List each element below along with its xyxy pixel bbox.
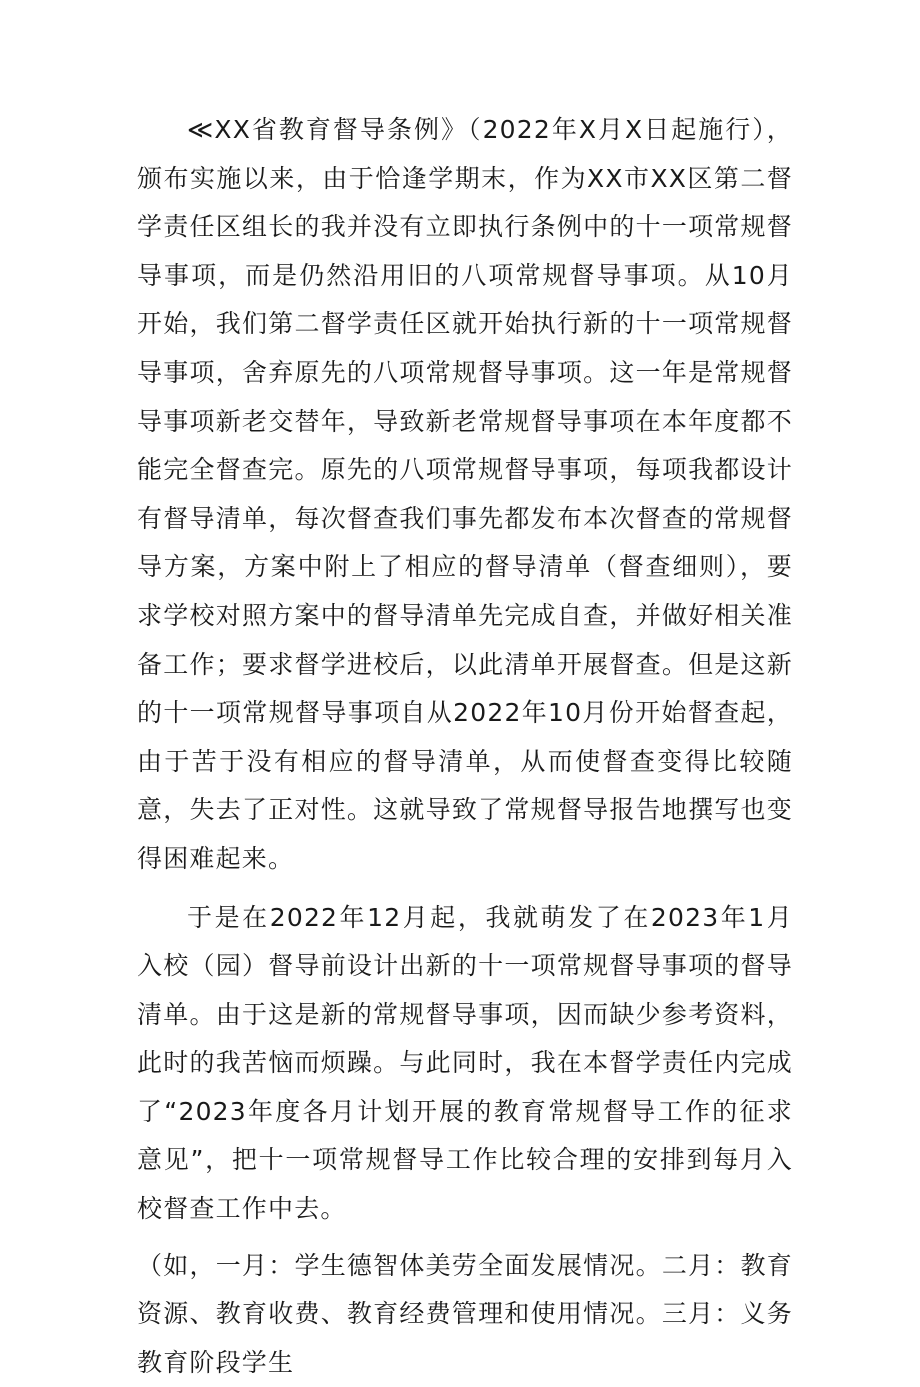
paragraph-2: 于是在2022年12月起，我就萌发了在2023年1月入校（园）督导前设计出新的十一项常规督导事项的督导清单。由于这是新的常规督导事项，因而缺少参考资料，此时的我苦恼而烦躁。与此同时，我在本督学责任内完成了“2023年度各月计划开展的教育常规督导工作的征求意见”，把十一项常规督导工作比较合理的安排到每月入校督查工作中去。 — [137, 902, 793, 1224]
paragraph-1: ≪XX省教育督导条例》（2022年X月X日起施行），颁布实施以来，由于恰逢学期末，作为XX市XX区第二督学责任区组长的我并没有立即执行条例中的十一项常规督导事项，而是仍然沿用旧的八项常规督导事项。从10月开始，我们第二督学责任区就开始执行新的十一项常规督导事项，舍弃原先的八项常规督导事项。这一年是常规督导事项新老交替年，导致新老常规督导事项在本年度都不能完全督查完。原先的八项常规督导事项，每项我都设计有督导清单，每次督查我们事先都发布本次督查的常规督导方案，方案中附上了相应的督导清单（督查细则），要求学校对照方案中的督导清单先完成自查，并做好相关准备工作；要求督学进校后，以此清单开展督查。但是这新的十一项常规督导事项自从2022年10月份开始督查起，由于苦于没有相应的督导清单，从而使督查变得比较随意，失去了正对性。这就导致了常规督导报告地撰写也变得困难起来。 — [137, 115, 793, 873]
document-body — [137, 106, 793, 1387]
paragraph-3: （如，一月：学生德智体美劳全面发展情况。二月：教育资源、教育收费、教育经费管理和使用情况。三月：义务教育阶段学生 — [137, 1250, 793, 1377]
